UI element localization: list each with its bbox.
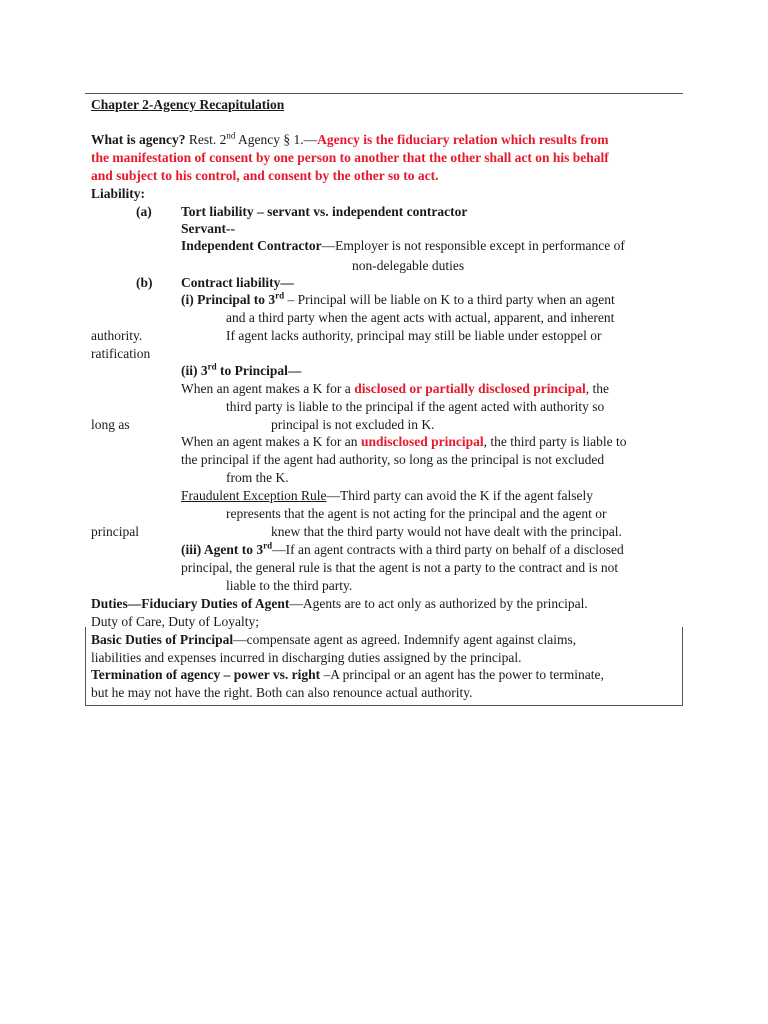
item-b-label: (b) [136, 275, 153, 290]
duties-line: Duties—Fiduciary Duties of Agent—Agents are to act only as authorized by the principal. [91, 596, 588, 611]
authority-word: authority. [91, 328, 143, 343]
undisclosed-principal-line-3: from the K. [226, 470, 289, 485]
what-is-question: What is agency? [91, 132, 186, 147]
ratification-word: ratification [91, 346, 151, 361]
contract-liability-title: Contract liability— [181, 275, 294, 290]
long-as-words: long as [91, 417, 130, 432]
fraudulent-exception-label: Fraudulent Exception Rule [181, 488, 327, 503]
fraudulent-exception-line: Fraudulent Exception Rule—Third party can avoid the K if the agent falsely [181, 488, 594, 503]
principal-to-third-line-3: If agent lacks authority, principal may still be liable under estoppel or [226, 328, 602, 343]
header-rule [85, 93, 683, 94]
disclosed-principal-line-3: principal is not excluded in K. [271, 417, 435, 432]
citation: Rest. 2nd Agency § 1.— [188, 130, 318, 147]
independent-contractor-line: Independent Contractor—Employer is not responsible except in performance of [181, 238, 625, 253]
principal-to-third-line: (i) Principal to 3rd – Principal will be liable on K to a third party when an agent [181, 290, 615, 307]
fraudulent-exception-line-2: represents that the agent is not acting for the principal and the agent or [226, 506, 607, 521]
undisclosed-principal-line: When an agent makes a K for an undisclosed principal, the third party is liable to [181, 434, 627, 449]
agent-to-third-line-2: principal, the general rule is that the agent is not a party to the contract and is not [181, 560, 619, 575]
fraudulent-exception-line-3: knew that the third party would not have dealt with the principal. [271, 524, 622, 539]
principal-duties-line: Basic Duties of Principal—compensate agent as agreed. Indemnify agent against claims, [91, 632, 577, 647]
what-is-line-1 [91, 131, 609, 149]
liability-heading: Liability: [91, 186, 146, 201]
agent-to-third-line: (iii) Agent to 3rd—If an agent contracts with a third party on behalf of a disclosed [181, 540, 624, 557]
principal-word: principal [91, 524, 139, 539]
third-to-principal-title: (ii) 3rd to Principal— [181, 361, 302, 378]
independent-contractor-line-2: non-delegable duties [352, 258, 465, 273]
principal-duties-line-2: liabilities and expenses incurred in discharging duties assigned by the principal. [91, 650, 522, 665]
principal-to-third-line-2: and a third party when the agent acts with actual, apparent, and inherent [226, 310, 615, 325]
servant-label: Servant-- [181, 221, 235, 236]
document-title: Chapter 2-Agency Recapitulation [91, 97, 285, 112]
undisclosed-principal-line-2: the principal if the agent had authority, so long as the principal is not excluded [181, 452, 605, 467]
definition-part-2: the manifestation of consent by one person to another that the other shall act on his behalf [91, 150, 609, 165]
disclosed-principal-line-2: third party is liable to the principal if the agent acted with authority so [226, 399, 605, 414]
disclosed-principal-highlight: disclosed or partially disclosed principal [354, 381, 586, 396]
item-a-label: (a) [136, 204, 152, 219]
termination-line: Termination of agency – power vs. right –A principal or an agent has the power to terminate, [91, 667, 604, 682]
agent-to-third-line-3: liable to the third party. [226, 578, 353, 593]
definition-part-1: Agency is the fiduciary relation which results from [317, 132, 609, 147]
duties-line-2: Duty of Care, Duty of Loyalty; [91, 614, 259, 629]
disclosed-principal-line: When an agent makes a K for a disclosed or partially disclosed principal, the [181, 381, 609, 396]
definition-part-3: and subject to his control, and consent by the other so to act. [91, 168, 439, 183]
undisclosed-principal-highlight: undisclosed principal [360, 434, 484, 449]
termination-line-2: but he may not have the right. Both can also renounce actual authority. [91, 685, 473, 700]
tort-liability-title: Tort liability – servant vs. independent contractor [181, 204, 468, 219]
